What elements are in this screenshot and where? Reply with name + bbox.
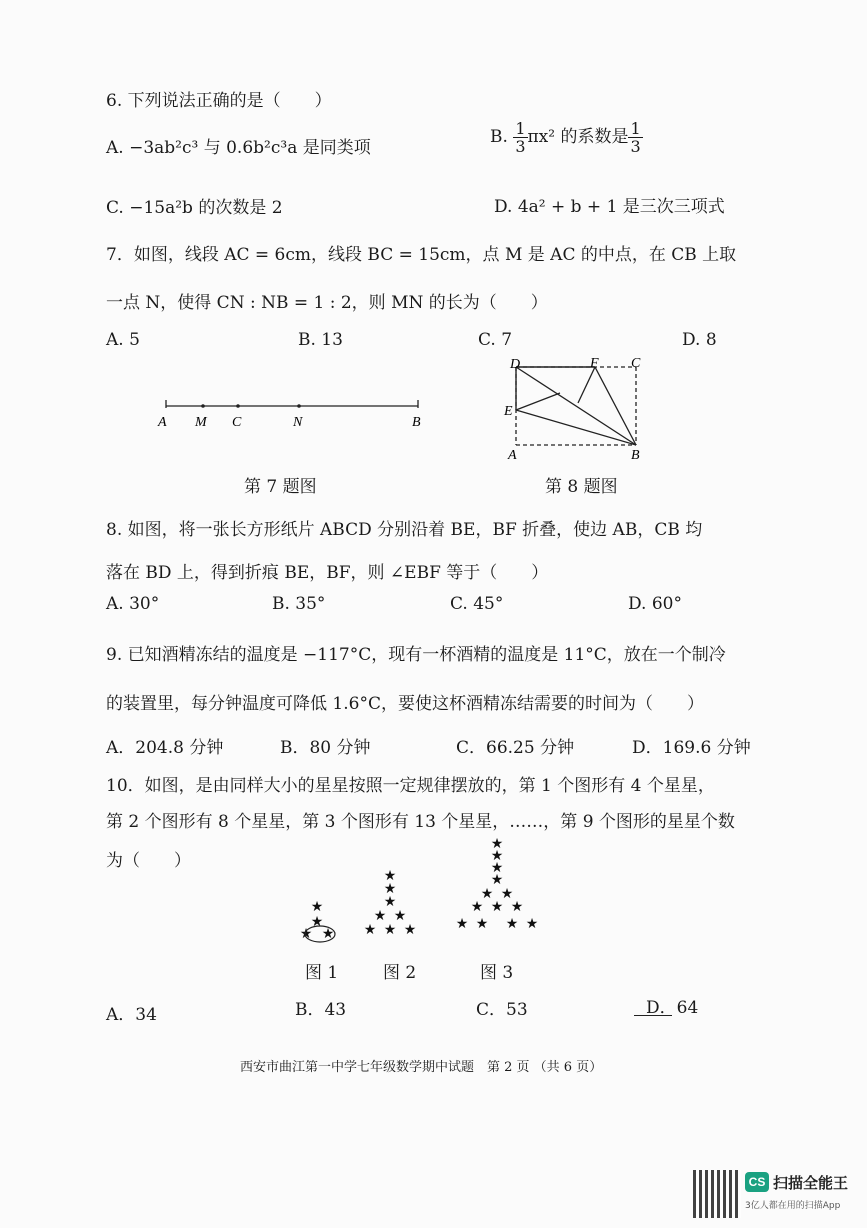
q10-line3: 为（ ） [106, 851, 191, 871]
star-7: ★ [383, 895, 397, 910]
q10-option-a: A．34 [106, 1005, 157, 1025]
q6-option-b-text: πx² 的系数是 [527, 127, 629, 147]
q10-option-d: D．64 [646, 998, 699, 1018]
fraction-denominator-2: 3 [630, 137, 641, 156]
star-16: ★ [490, 873, 504, 888]
label-e: E [504, 404, 513, 419]
q8-figure [500, 355, 650, 465]
figure-3-caption: 图 3 [480, 963, 514, 983]
crease-be [516, 410, 636, 445]
star-24: ★ [505, 917, 519, 932]
label-a: A [508, 448, 517, 463]
label-c: C [232, 415, 242, 430]
q10-option-b: B．43 [295, 1000, 347, 1020]
q8-option-a: A. 30° [106, 594, 160, 614]
label-n: N [293, 415, 303, 430]
q10-option-c: C．53 [476, 1000, 528, 1020]
star-15: ★ [490, 861, 504, 876]
q8-line1: 8. 如图，将一张长方形纸片 ABCD 分别沿着 BE，BF 折叠，使边 AB，CB 均 [106, 520, 703, 540]
folded-edge-from-e [516, 393, 560, 410]
q7-option-c: C. 7 [478, 330, 513, 350]
q7-option-b: B. 13 [298, 330, 343, 350]
star-12: ★ [403, 923, 417, 938]
star-14: ★ [490, 849, 504, 864]
q9-option-c: C．66.25 分钟 [456, 738, 575, 758]
q6-option-d: D. 4a² + b + 1 是三次三项式 [494, 197, 725, 217]
folded-edge-from-f [578, 367, 595, 403]
handwritten-underline [634, 1015, 672, 1016]
fraction-one-third [513, 120, 527, 155]
q7-figure [150, 395, 435, 440]
star-22: ★ [455, 917, 469, 932]
q6-stem: 6. 下列说法正确的是（ ） [106, 91, 332, 111]
point-m-dot [201, 404, 205, 408]
fraction-numerator-2: 1 [630, 119, 641, 138]
camscanner-logo-icon: CS [745, 1172, 769, 1192]
q6-option-b [490, 120, 643, 155]
label-a: A [158, 415, 167, 430]
q6-option-c: C. −15a²b 的次数是 2 [106, 198, 283, 218]
q7-option-d: D. 8 [682, 330, 717, 350]
star-10: ★ [363, 923, 377, 938]
star-9: ★ [393, 909, 407, 924]
q8-line2: 落在 BD 上，得到折痕 BE，BF，则 ∠EBF 等于（ ） [106, 563, 549, 583]
watermark-name: 扫描全能王 [773, 1174, 849, 1192]
q8-option-c: C. 45° [450, 594, 504, 614]
point-n-dot [297, 404, 301, 408]
fraction-one-third-2 [628, 120, 642, 155]
q8-figure-caption: 第 8 题图 [545, 477, 618, 497]
point-c-dot [236, 404, 240, 408]
star-pattern [300, 838, 539, 942]
q9-line1: 9. 已知酒精冻结的温度是 −117°C，现有一杯酒精的温度是 11°C，放在一个制冷 [106, 645, 726, 665]
figure-1-caption: 图 1 [305, 963, 339, 983]
label-d: D [510, 357, 521, 372]
qr-code-icon [693, 1170, 741, 1218]
star-13: ★ [490, 838, 504, 852]
q10-line2: 第 2 个图形有 8 个星星，第 3 个图形有 13 个星星，……，第 9 个图形的星星个数 [106, 812, 735, 832]
star-11: ★ [383, 923, 397, 938]
star-6: ★ [383, 882, 397, 897]
label-b: B [631, 448, 640, 463]
q10-line1: 10．如图，是由同样大小的星星按照一定规律摆放的，第 1 个图形有 4 个星星， [106, 776, 715, 796]
q9-option-d: D．169.6 分钟 [632, 738, 751, 758]
star-2: ★ [310, 915, 324, 930]
star-19: ★ [470, 900, 484, 915]
star-1: ★ [310, 900, 324, 915]
watermark-subtitle: 3亿人都在用的扫描App [745, 1201, 841, 1211]
label-b: B [412, 415, 421, 430]
star-18: ★ [500, 887, 514, 902]
label-c: C [631, 356, 641, 371]
q8-option-d: D. 60° [628, 594, 682, 614]
figure-2-caption: 图 2 [383, 963, 417, 983]
star-3: ★ [299, 927, 313, 942]
diagonal-db [516, 367, 636, 445]
q6-option-b-label: B. [490, 127, 508, 147]
q6-option-a: A. −3ab²c³ 与 0.6b²c³a 是同类项 [106, 138, 371, 158]
q9-option-b: B．80 分钟 [280, 738, 371, 758]
star-21: ★ [510, 900, 524, 915]
q7-line1: 7．如图，线段 AC = 6cm，线段 BC = 15cm，点 M 是 AC 的中点，在 CB 上取 [106, 245, 737, 265]
q9-option-a: A．204.8 分钟 [106, 738, 224, 758]
star-25: ★ [525, 917, 539, 932]
q8-option-b: B. 35° [272, 594, 326, 614]
label-f: F [590, 356, 599, 371]
star-23: ★ [475, 917, 489, 932]
q9-line2: 的装置里，每分钟温度可降低 1.6°C，要使这杯酒精冻结需要的时间为（ ） [106, 694, 704, 714]
star-17: ★ [480, 887, 494, 902]
q7-line2: 一点 N，使得 CN : NB = 1 : 2，则 MN 的长为（ ） [106, 293, 548, 313]
star-20: ★ [490, 900, 504, 915]
q10-star-figures [290, 838, 560, 948]
star-8: ★ [373, 909, 387, 924]
q7-figure-caption: 第 7 题图 [244, 477, 317, 497]
fraction-denominator: 3 [515, 137, 526, 156]
star-5: ★ [383, 869, 397, 884]
fraction-numerator: 1 [515, 119, 526, 138]
star-4: ★ [321, 927, 335, 942]
crease-bf [595, 367, 636, 445]
q7-option-a: A. 5 [106, 330, 140, 350]
label-m: M [195, 415, 207, 430]
page-footer: 西安市曲江第一中学七年级数学期中试题 第 2 页 （共 6 页） [240, 1060, 603, 1075]
